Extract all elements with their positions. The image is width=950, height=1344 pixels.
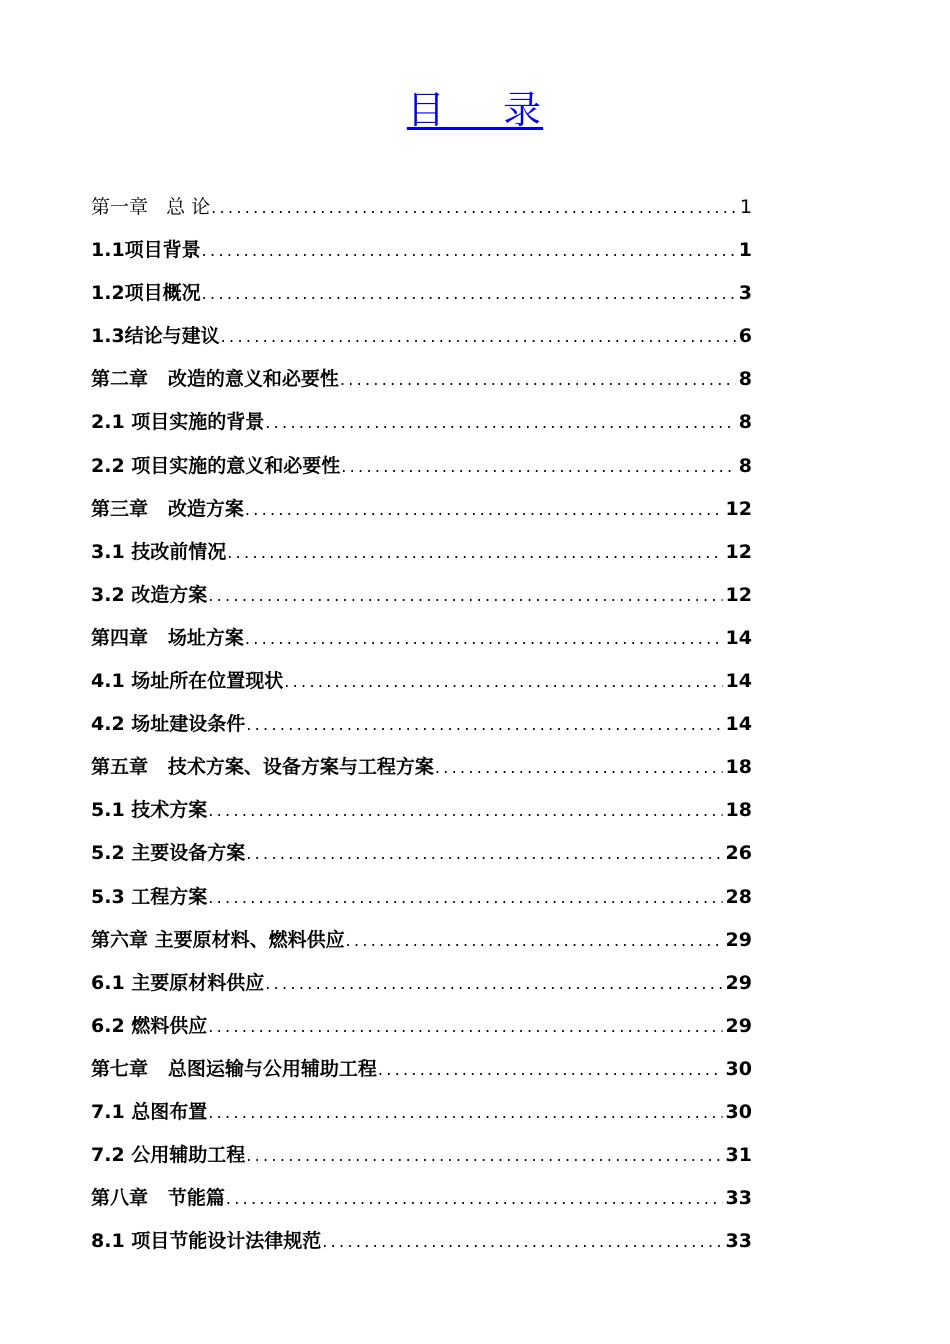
- toc-entry[interactable]: [91, 617, 752, 660]
- toc-entry[interactable]: [91, 186, 752, 229]
- toc-entry-page-number: 29: [725, 1014, 752, 1037]
- toc-entry-page-number: 1: [738, 239, 752, 262]
- toc-entry-page-number: 33: [725, 1230, 752, 1253]
- toc-entry[interactable]: [91, 272, 752, 315]
- toc-entry[interactable]: [91, 703, 752, 746]
- toc-entry[interactable]: [91, 488, 752, 531]
- toc-entry-label: 第八章 节能篇: [91, 1187, 225, 1210]
- toc-dot-leader: [322, 1220, 722, 1263]
- toc-entry[interactable]: [91, 1177, 752, 1220]
- toc-entry-page-number: 18: [725, 756, 752, 779]
- toc-entry-page-number: 8: [738, 411, 752, 434]
- toc-entry[interactable]: [91, 315, 752, 358]
- toc-entry-page-number: 12: [725, 497, 752, 520]
- toc-dot-leader: [245, 617, 723, 660]
- toc-entry-label: 1.2项目概况: [91, 282, 201, 305]
- toc-entry-label: 第六章 主要原材料、燃料供应: [91, 928, 345, 951]
- toc-dot-leader: [346, 919, 723, 962]
- toc-entry-page-number: 1: [739, 196, 752, 218]
- toc-entry[interactable]: [91, 358, 752, 401]
- toc-entry-label: 6.1 主要原材料供应: [91, 971, 265, 994]
- toc-dot-leader: [208, 1091, 722, 1134]
- toc-entry-label: 5.1 技术方案: [91, 799, 208, 822]
- toc-dot-leader: [340, 358, 736, 401]
- toc-entry-page-number: 12: [725, 540, 752, 563]
- toc-dot-leader: [202, 229, 736, 272]
- toc-entry-label: 2.1 项目实施的背景: [91, 411, 265, 434]
- toc-entry-label: 第一章 总 论: [91, 196, 211, 218]
- toc-entry-label: 第三章 改造方案: [91, 497, 244, 520]
- toc-entry-label: 7.1 总图布置: [91, 1100, 208, 1123]
- toc-entry[interactable]: [91, 832, 752, 875]
- toc-entry-label: 第五章 技术方案、设备方案与工程方案: [91, 756, 434, 779]
- toc-title-wrapper: [0, 84, 950, 136]
- toc-entry-page-number: 26: [725, 842, 752, 865]
- toc-entry-page-number: 14: [725, 713, 752, 736]
- toc-entry-label: 3.1 技改前情况: [91, 540, 227, 563]
- toc-dot-leader: [208, 574, 722, 617]
- toc-dot-leader: [202, 272, 736, 315]
- toc-entry-page-number: 29: [725, 971, 752, 994]
- toc-dot-leader: [378, 1048, 723, 1091]
- toc-entry-page-number: 18: [725, 799, 752, 822]
- toc-entry[interactable]: [91, 445, 752, 488]
- toc-entry-label: 第二章 改造的意义和必要性: [91, 368, 339, 391]
- toc-dot-leader: [208, 876, 722, 919]
- toc-entry-label: 5.2 主要设备方案: [91, 842, 246, 865]
- toc-entry[interactable]: [91, 876, 752, 919]
- toc-entry-page-number: 31: [725, 1144, 752, 1167]
- toc-dot-leader: [341, 445, 735, 488]
- toc-entry-page-number: 28: [725, 885, 752, 908]
- toc-entry-label: 2.2 项目实施的意义和必要性: [91, 454, 341, 477]
- toc-entry-label: 1.3结论与建议: [91, 325, 220, 348]
- toc-entry[interactable]: [91, 746, 752, 789]
- toc-entry-page-number: 14: [725, 670, 752, 693]
- toc-entry-label: 7.2 公用辅助工程: [91, 1144, 246, 1167]
- toc-dot-leader: [245, 488, 723, 531]
- toc-entry-label: 6.2 燃料供应: [91, 1014, 208, 1037]
- toc-title-link[interactable]: 目 录: [406, 88, 544, 132]
- toc-entry[interactable]: [91, 531, 752, 574]
- toc-entry-page-number: 14: [725, 626, 752, 649]
- toc-dot-leader: [246, 703, 722, 746]
- toc-entry-page-number: 8: [738, 454, 752, 477]
- toc-entry-page-number: 3: [738, 282, 752, 305]
- toc-entry-label: 8.1 项目节能设计法律规范: [91, 1230, 322, 1253]
- toc-dot-leader: [284, 660, 722, 703]
- toc-entry[interactable]: [91, 962, 752, 1005]
- toc-entry-label: 4.2 场址建设条件: [91, 713, 246, 736]
- toc-dot-leader: [246, 1134, 722, 1177]
- toc-entry[interactable]: [91, 789, 752, 832]
- toc-entry-page-number: 30: [725, 1057, 752, 1080]
- toc-entry-page-number: 30: [725, 1100, 752, 1123]
- toc-entry[interactable]: [91, 1005, 752, 1048]
- toc-entry-page-number: 33: [725, 1187, 752, 1210]
- toc-dot-leader: [211, 186, 737, 229]
- toc-entry-label: 4.1 场址所在位置现状: [91, 670, 284, 693]
- toc-entry-page-number: 8: [738, 368, 752, 391]
- toc-dot-leader: [435, 746, 723, 789]
- toc-entry-label: 3.2 改造方案: [91, 583, 208, 606]
- toc-entry[interactable]: [91, 229, 752, 272]
- toc-entry-label: 第七章 总图运输与公用辅助工程: [91, 1057, 377, 1080]
- table-of-contents: [91, 186, 752, 1263]
- toc-dot-leader: [227, 531, 722, 574]
- toc-dot-leader: [226, 1177, 723, 1220]
- toc-entry-label: 第四章 场址方案: [91, 626, 244, 649]
- toc-entry[interactable]: [91, 1048, 752, 1091]
- toc-dot-leader: [265, 401, 735, 444]
- toc-entry[interactable]: [91, 574, 752, 617]
- toc-entry[interactable]: [91, 1091, 752, 1134]
- toc-entry-label: 1.1项目背景: [91, 239, 201, 262]
- toc-dot-leader: [265, 962, 722, 1005]
- toc-entry[interactable]: [91, 1220, 752, 1263]
- toc-entry[interactable]: [91, 919, 752, 962]
- toc-dot-leader: [221, 315, 736, 358]
- toc-dot-leader: [208, 789, 722, 832]
- toc-dot-leader: [246, 832, 722, 875]
- toc-dot-leader: [208, 1005, 722, 1048]
- toc-entry-page-number: 12: [725, 583, 752, 606]
- toc-entry-label: 5.3 工程方案: [91, 885, 208, 908]
- toc-entry-page-number: 29: [725, 928, 752, 951]
- toc-entry[interactable]: [91, 1134, 752, 1177]
- toc-entry-page-number: 6: [738, 325, 752, 348]
- toc-entry[interactable]: [91, 401, 752, 444]
- toc-entry[interactable]: [91, 660, 752, 703]
